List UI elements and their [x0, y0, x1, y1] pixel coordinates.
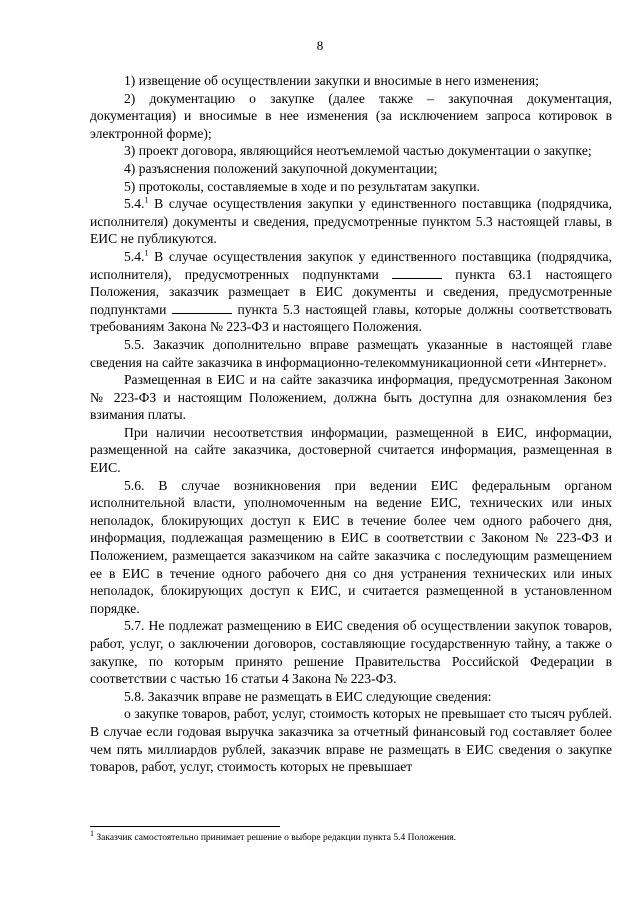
paragraph-text: 2) документацию о закупке (далее также – закупочная документация, документация) и вносимые в нее изменения (за исключением запроса котировок в электронной форме);: [90, 90, 612, 141]
paragraph-text: 5.8. Заказчик вправе не размещать в ЕИС следующие сведения:: [124, 688, 492, 704]
paragraph-text: 5.5. Заказчик дополнительно вправе размещать указанные в настоящей главе сведения на сайте заказчика в информационно-телекоммуникационной сети «Интернет».: [90, 336, 612, 370]
paragraph: [90, 705, 612, 775]
footnote-reference: 1: [144, 195, 149, 205]
paragraph-text: 5) протоколы, составляемые в ходе и по результатам закупки.: [124, 178, 480, 194]
paragraph: [90, 142, 612, 160]
paragraph-text: пункта 5.3 настоящей главы, которые должны соответствовать требованиям Закона № 223-ФЗ и настоящего Положения.: [90, 301, 612, 335]
page-number: 8: [316, 38, 324, 53]
paragraph-text: 4) разъяснения положений закупочной документации;: [124, 160, 438, 176]
paragraph-text: 5.4.: [124, 196, 145, 212]
fill-in-blank: [392, 267, 442, 279]
fill-in-blank: [172, 302, 232, 314]
paragraph: [90, 90, 612, 143]
footnote-reference: 1: [144, 248, 149, 258]
paragraph: [90, 424, 612, 477]
paragraph: [90, 248, 612, 336]
paragraph-text: В случае осуществления закупок у единственного поставщика (подрядчика, исполнителя), предусмотренных подпунктами: [90, 248, 612, 282]
paragraph-text: 5.4.: [124, 248, 145, 264]
paragraph-text: Размещенная в ЕИС и на сайте заказчика информация, предусмотренная Законом № 223-ФЗ и настоящим Положением, должна быть доступна для ознакомления без взимания платы.: [90, 372, 612, 423]
paragraph-text: 5.6. В случае возникновения при ведении ЕИС федеральным органом исполнительной власти, уполномоченным на ведение ЕИС, технических или иных неполадок, блокирующих доступ к ЕИС в течение более чем одного рабочего дня, информация, подлежащая размещению в ЕИС в соответствии с Законом № 223-ФЗ и Положением, размещается заказчиком на сайте заказчика с последующим размещением ее в ЕИС в течение одного рабочего дня со дня устранения технических или иных неполадок, блокирующих доступ к ЕИС, и считается размещенной в установленном порядке.: [90, 477, 612, 616]
paragraph-text: о закупке товаров, работ, услуг, стоимость которых не превышает сто тысяч рублей. В случае если годовая выручка заказчика за отчетный финансовый год составляет более чем пять миллиардов рублей, заказчик вправе не размещать в ЕИС сведения о закупке товаров, работ, услуг, стоимость которых не превышает: [90, 706, 612, 775]
document-body: [90, 72, 612, 776]
paragraph: [90, 178, 612, 196]
paragraph: [90, 336, 612, 371]
paragraph: [90, 160, 612, 178]
paragraph-text: При наличии несоответствия информации, размещенной в ЕИС, информации, размещенной на сайте заказчика, достоверной считается информация, размещенная в ЕИС.: [90, 424, 612, 476]
paragraph-text: 3) проект договора, являющийся неотъемлемой частью документации о закупке;: [124, 143, 592, 159]
paragraph-text: пункта 63.1 настоящего Положения, заказчик размещает в ЕИС документы и сведения, предусмотренные подпунктами: [90, 266, 612, 317]
footnote-text: Заказчик самостоятельно принимает решение о выборе редакции пункта 5.4 Положения.: [94, 833, 456, 843]
paragraph: [90, 688, 612, 706]
footnote-separator: [90, 826, 280, 827]
paragraph-text: 1) извещение об осуществлении закупки и вносимые в него изменения;: [124, 73, 539, 88]
paragraph-text: В случае осуществления закупки у единственного поставщика (подрядчика, исполнителя) документы и сведения, предусмотренные пунктом 5.3 настоящей главы, в ЕИС не публикуются.: [90, 196, 612, 247]
footnote-marker: 1: [90, 828, 94, 838]
paragraph: [90, 371, 612, 424]
paragraph: [90, 617, 612, 687]
paragraph-text: 5.7. Не подлежат размещению в ЕИС сведения об осуществлении закупок товаров, работ, услуг, о заключении договоров, составляющие государственную тайну, а также о закупке, по которым принято решение Правительства Российской Федерации в соответствии с частью 16 статьи 4 Закона № 223-ФЗ.: [90, 618, 612, 687]
paragraph: [90, 72, 612, 90]
paragraph: [90, 477, 612, 618]
paragraph: [90, 195, 612, 248]
footnote: [90, 828, 612, 844]
